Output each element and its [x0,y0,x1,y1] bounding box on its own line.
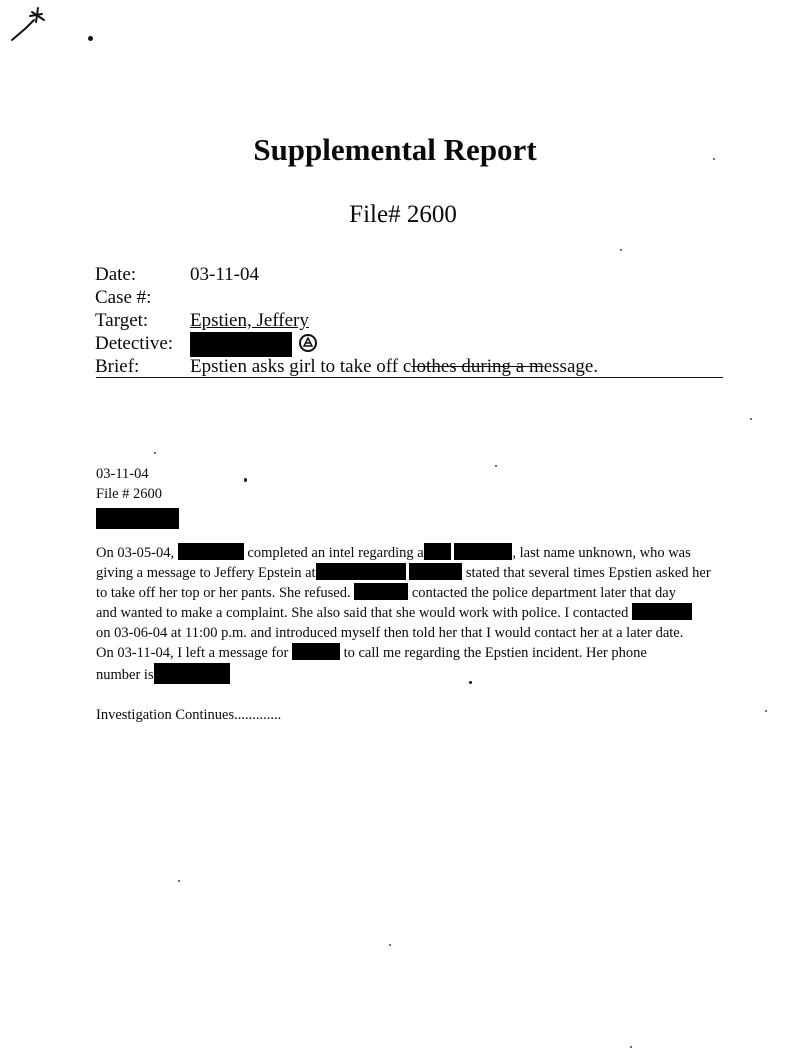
target-value: Epstien, Jeffery [190,310,309,331]
narrative-line [96,603,776,623]
entry-meta [96,464,179,532]
scan-speck [178,880,180,882]
narrative-paragraph [96,543,776,685]
narrative-text: On 03-11-04, I left a message for [96,645,289,661]
scan-speck [389,944,391,946]
narrative-line [96,563,776,583]
narrative-text: to take off her top or her pants. She refused. [96,585,351,601]
scan-dot [244,478,247,482]
brief-tail-text: essage. [543,356,599,377]
redaction-bar [632,603,692,620]
narrative-text: and wanted to make a complaint. She also said that she would work with police. I contacted [96,605,629,621]
brief-label: Brief: [95,356,140,377]
redaction-bar [454,543,512,560]
narrative-line [96,543,776,563]
scan-speck [154,452,156,454]
narrative-text: contacted the police department later that day [411,585,676,601]
narrative-text: stated that several times Epstien asked her [465,565,711,581]
badge-seal-icon [298,333,318,353]
redaction-bar [354,583,408,600]
brief-underline [96,377,723,378]
narrative-line [96,623,776,643]
narrative-text: to call me regarding the Epstien incident. Her phone [343,645,647,661]
date-value: 03-11-04 [190,264,259,285]
narrative-line [96,583,776,603]
redaction-bar [409,563,462,580]
narrative-text: giving a message to Jeffery Epstein at [96,565,316,581]
narrative-line [96,663,776,685]
scan-speck [495,465,497,467]
entry-date: 03-11-04 [96,466,149,482]
entry-author-redaction [96,508,179,532]
handwritten-mark [8,4,48,44]
scan-speck [765,710,767,712]
redaction-bar [292,643,340,660]
date-label: Date: [95,264,137,285]
entry-file-number: File # 2600 [96,486,163,502]
brief-text: Epstien asks girl to take off c [190,356,412,377]
scan-speck [620,249,622,251]
redaction-bar [424,543,451,560]
redaction-bar [154,663,230,684]
detective-label: Detective: [95,333,174,354]
narrative-text: On 03-05-04, [96,545,175,561]
brief-struck-text: lothes during a m [411,356,544,377]
redaction-bar [96,508,179,529]
narrative-text: number is [96,667,154,683]
scan-dot [88,36,93,41]
scan-speck [630,1046,632,1048]
narrative-text: completed an intel regarding a [247,545,424,561]
case-label: Case #: [95,287,152,308]
investigation-status: Investigation Continues............. [96,707,282,723]
narrative-text: , last name unknown, who was [512,545,691,561]
page-title: Supplemental Report [253,132,537,167]
target-label: Target: [95,310,149,331]
redaction-bar [178,543,244,560]
narrative-line [96,643,776,663]
scan-speck [750,418,752,420]
file-number: File# 2600 [349,201,457,228]
redaction-bar [316,563,406,580]
brief-value [190,355,598,378]
redaction-bar [190,332,292,357]
detective-value [190,332,318,357]
narrative-text: on 03-06-04 at 11:00 p.m. and introduced myself then told her that I would contact her at a later date. [96,625,684,641]
